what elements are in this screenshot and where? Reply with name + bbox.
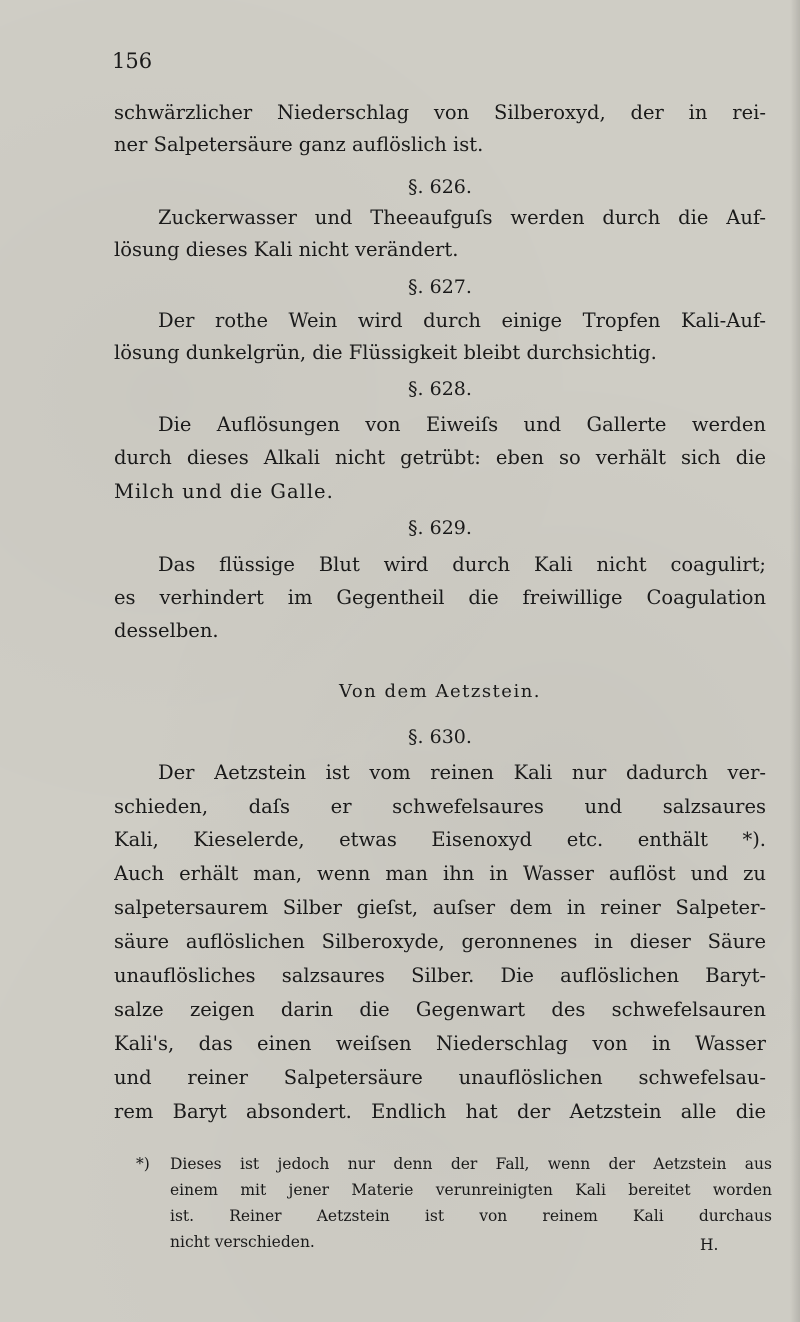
paragraph-number: §. 629. — [408, 517, 472, 539]
text-line: säure auflöslichen Silberoxyde, geronnenes in dieser Säure — [114, 930, 766, 953]
text-line: Kali, Kieselerde, etwas Eisenoxyd etc. enthält *). — [114, 828, 766, 851]
text-line: salpetersaurem Silber gieſst, auſser dem in reiner Salpeter- — [114, 896, 766, 919]
footnote-signature: H. — [700, 1236, 719, 1254]
paragraph-number: §. 630. — [408, 726, 472, 748]
section-heading: Von dem Aetzstein. — [338, 681, 542, 702]
footnote-line: nicht verschieden. — [170, 1233, 315, 1251]
text-line: desselben. — [114, 619, 219, 642]
text-line: Die Auflösungen von Eiweiſs und Gallerte werden — [158, 413, 766, 436]
text-line: Der rothe Wein wird durch einige Tropfen Kali-Auf- — [158, 309, 766, 332]
page-number: 156 — [112, 49, 153, 73]
page-edge-shadow — [790, 0, 800, 1322]
text-line: Zuckerwasser und Theeaufguſs werden durch die Auf- — [158, 206, 766, 229]
text-line: schwärzlicher Niederschlag von Silberoxyd, der in rei- — [114, 101, 766, 124]
footnote-line: ist. Reiner Aetzstein ist von reinem Kali durchaus — [170, 1207, 772, 1225]
paragraph-number: §. 626. — [408, 176, 472, 198]
text-line: Kali's, das einen weiſsen Niederschlag von in Wasser — [114, 1032, 766, 1055]
paragraph-number: §. 628. — [408, 378, 472, 400]
footnote-line: einem mit jener Materie verunreinigten Kali bereitet worden — [170, 1181, 772, 1199]
text-line: durch dieses Alkali nicht getrübt: eben so verhält sich die — [114, 446, 766, 469]
text-line: Der Aetzstein ist vom reinen Kali nur dadurch ver- — [158, 761, 766, 784]
text-line: Milch und die Galle. — [114, 480, 334, 503]
text-line: ner Salpetersäure ganz auflöslich ist. — [114, 133, 484, 156]
text-line: es verhindert im Gegentheil die freiwillige Coagulation — [114, 586, 766, 609]
text-line: lösung dieses Kali nicht verändert. — [114, 238, 459, 261]
text-line: schieden, daſs er schwefelsaures und salzsaures — [114, 795, 766, 818]
text-line: lösung dunkelgrün, die Flüssigkeit bleibt durchsichtig. — [114, 341, 657, 364]
paragraph-number: §. 627. — [408, 276, 472, 298]
text-line: rem Baryt absondert. Endlich hat der Aetzstein alle die — [114, 1100, 766, 1123]
text-line: Auch erhält man, wenn man ihn in Wasser auflöst und zu — [114, 862, 766, 885]
text-line: unauflösliches salzsaures Silber. Die auflöslichen Baryt- — [114, 964, 766, 987]
text-line: Das flüssige Blut wird durch Kali nicht coagulirt; — [158, 553, 766, 576]
text-line: salze zeigen darin die Gegenwart des schwefelsauren — [114, 998, 766, 1021]
text-line: und reiner Salpetersäure unauflöslichen schwefelsau- — [114, 1066, 766, 1089]
footnote-line: Dieses ist jedoch nur denn der Fall, wenn der Aetzstein aus — [170, 1155, 772, 1173]
footnote-mark: *) — [136, 1155, 150, 1173]
